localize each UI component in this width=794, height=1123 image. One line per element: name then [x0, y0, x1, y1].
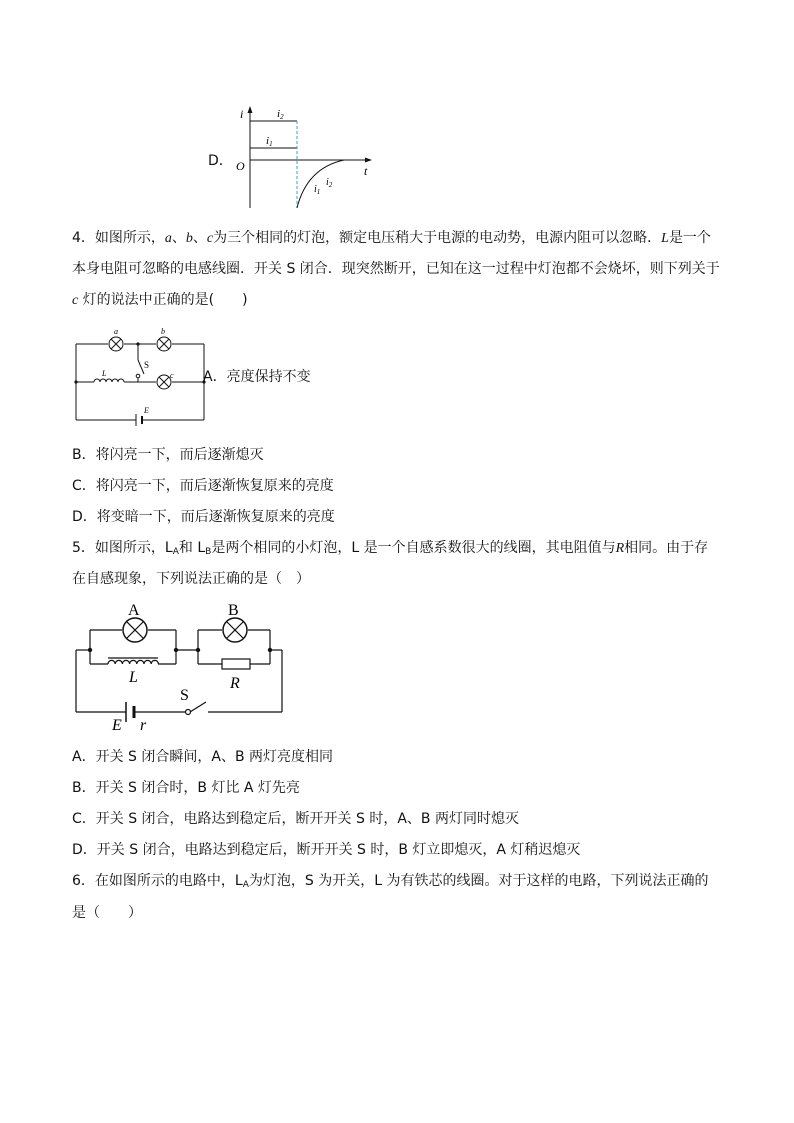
q5-stem-line1: 5．如图所示，$L_A$和 $L_B$是两个相同的小灯泡，L 是一个自感系数很大的线圈，其电阻值与R相同。由于存 — [72, 540, 709, 557]
q5-stem-line2: 在自感现象，下列说法正确的是（ ） — [72, 571, 310, 587]
q5-circuit-label-l: L — [129, 669, 138, 686]
q3-option-d-label: D． — [208, 153, 233, 169]
q5-circuit-label-s: S — [180, 687, 189, 704]
q5-circuit-label-a: A — [128, 602, 140, 619]
q5-circuit-label-r-internal: r — [140, 717, 147, 734]
q6-stem-line1: 6．在如图所示的电路中，$L_A$为灯泡，S 为开关，L 为有铁芯的线圈。对于这样的电路，下列说法正确的 — [72, 873, 709, 890]
graph-i1-label: i1 — [266, 135, 273, 148]
q4-stem-line3: c 灯的说法中正确的是( ) — [72, 292, 248, 308]
q4-stem-line2: 本身电阻可忽略的电感线圈．开关 S 闭合．现突然断开，已知在这一过程中灯泡都不会烧坏，则下列关于 — [72, 261, 720, 277]
q5-option-c: C．开关 S 闭合，电路达到稳定后，断开开关 S 时，A、B 两灯同时熄灭 — [72, 811, 519, 827]
q4-option-a: A．亮度保持不变 — [203, 369, 311, 385]
q3-option-d-graph — [232, 104, 378, 210]
q6-stem-line2: 是（ ） — [72, 905, 142, 921]
q4-circuit-label-a: a — [114, 327, 118, 336]
graph-i2-label: i2 — [277, 108, 284, 121]
q5-circuit-diagram — [72, 600, 286, 734]
graph-origin-label: O — [236, 159, 245, 173]
q4-option-c: C．将闪亮一下，而后逐渐恢复原来的亮度 — [72, 478, 334, 494]
q5-option-d: D．开关 S 闭合，电路达到稳定后，断开开关 S 时，B 灯立即熄灭，A 灯稍迟熄灭 — [72, 842, 581, 858]
q5-circuit-label-r-resistor: R — [230, 675, 240, 692]
q5-option-a: A．开关 S 闭合瞬间，A、B 两灯亮度相同 — [72, 749, 333, 765]
graph-x-axis-label: t — [364, 164, 368, 178]
q4-stem-line1: 4．如图所示，a、b、c为三个相同的灯泡，额定电压稍大于电源的电动势，电源内阻可以忽略．L是一个 — [72, 230, 711, 246]
q4-circuit-label-e: E — [144, 406, 149, 415]
q4-circuit-diagram — [72, 326, 208, 428]
q5-circuit-label-e: E — [112, 717, 122, 734]
q4-circuit-label-s: S — [144, 360, 150, 370]
q4-circuit-label-b: b — [161, 327, 165, 336]
q4-option-b: B．将闪亮一下，而后逐渐熄灭 — [72, 447, 264, 463]
graph-curve-i2-label: $i_2$ — [326, 177, 333, 189]
graph-y-axis-label: i — [240, 107, 244, 121]
q5-option-b: B．开关 S 闭合时，B 灯比 A 灯先亮 — [72, 780, 300, 796]
q4-circuit-label-l: L — [102, 369, 107, 378]
q4-circuit-label-c: c — [170, 371, 174, 380]
graph-curve-i1-label: $i_1$ — [314, 184, 321, 196]
q5-circuit-label-b: B — [228, 602, 239, 619]
q4-option-d: D．将变暗一下，而后逐渐恢复原来的亮度 — [72, 509, 335, 525]
